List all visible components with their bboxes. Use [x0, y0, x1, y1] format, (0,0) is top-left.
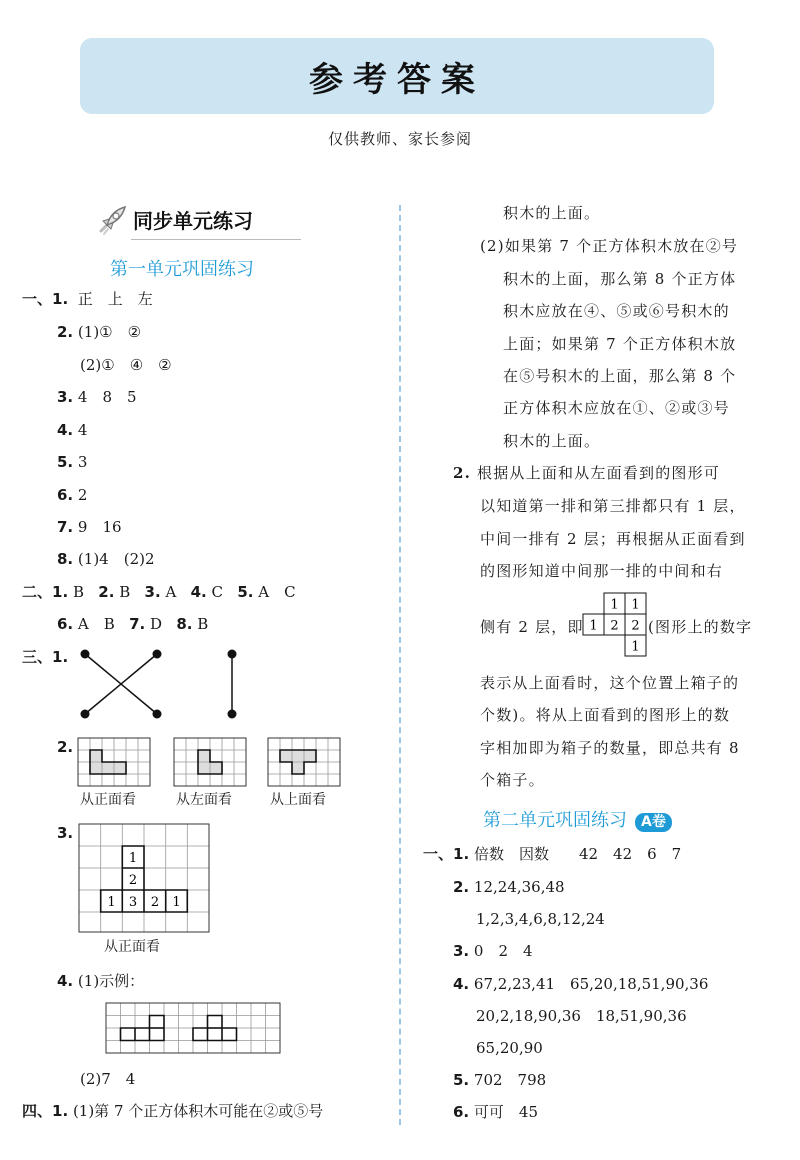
answer-text: 65,20,90 — [476, 1039, 543, 1057]
answer-line — [57, 452, 87, 472]
answer-text: 根据从上面和从左面看到的图形可 — [477, 464, 721, 482]
answer-line — [453, 1070, 546, 1090]
question-number: 3. — [57, 388, 74, 406]
matching-diagram — [78, 648, 248, 720]
question-number: 5. — [453, 1071, 470, 1089]
answer-text: 4 8 5 — [77, 388, 137, 406]
answer-line — [57, 517, 122, 537]
answer-line: (2)如果第 7 个正方体积木放在②号 — [480, 237, 739, 255]
answer-text: 20,2,18,90,36 18,51,90,36 — [476, 1007, 687, 1025]
answer-line — [57, 823, 73, 843]
answer-line — [453, 1102, 538, 1122]
view-caption-top: 从上面看 — [270, 792, 326, 808]
answer-text: (2)7 4 — [80, 1070, 136, 1088]
view-grid-left — [174, 738, 249, 786]
question-number: 5. — [237, 583, 254, 601]
answer-line — [453, 877, 565, 897]
page-subtitle: 仅供教师、家长参阅 — [327, 130, 472, 148]
answer-text: 正 上 左 — [77, 290, 153, 308]
answer-line — [476, 1006, 687, 1026]
view-grid-top — [268, 738, 343, 786]
view-caption-left: 从左面看 — [176, 792, 232, 808]
answer-line: 积木的上面。 — [503, 204, 601, 222]
answer-line — [476, 909, 605, 929]
answer-line — [22, 582, 296, 602]
answer-text: 可可 45 — [473, 1103, 539, 1121]
grid-number: 1 — [631, 597, 640, 613]
question-group-number: 二、 — [22, 583, 53, 601]
unit2-title-text: 第二单元巩固练习 — [483, 810, 627, 831]
answer-text: B — [119, 583, 131, 601]
answer-line — [80, 355, 172, 375]
answer-line: 积木的上面。 — [503, 432, 601, 450]
answer-line — [22, 1101, 323, 1121]
view-grid-front — [78, 738, 153, 786]
answer-line — [57, 485, 87, 505]
page-title: 参考答案 — [309, 59, 485, 100]
answer-text: 67,2,23,41 65,20,18,51,90,36 — [473, 975, 709, 993]
question-group-number: 一、 — [22, 290, 53, 308]
inline-before: 侧有 2 层，即 — [480, 618, 584, 636]
question-number: 2. — [57, 323, 74, 341]
question-number: 5. — [57, 453, 74, 471]
answer-line: 的图形知道中间那一排的中间和右 — [480, 562, 724, 580]
rocket-icon — [95, 203, 129, 237]
question-number: 4. — [453, 975, 470, 993]
question-number: 3. — [144, 583, 161, 601]
question-number: 6. — [57, 615, 74, 633]
answer-text: B — [72, 583, 84, 601]
grid-number: 2 — [150, 895, 160, 910]
grid-number: 1 — [107, 895, 116, 910]
question-number: 1. — [52, 648, 69, 666]
answer-text: 3 — [77, 453, 88, 471]
answer-line: 个数)。将从上面看到的图形上的数 — [480, 706, 731, 724]
answer-text: (1)① ② — [77, 323, 142, 341]
answer-line — [22, 289, 153, 309]
answer-line — [453, 463, 720, 483]
question-number: 4. — [190, 583, 207, 601]
grid-number: 1 — [631, 639, 640, 655]
grid-number: 2 — [610, 618, 619, 634]
answer-line — [57, 614, 208, 634]
inline-after: (图形上的数字 — [648, 618, 753, 636]
question-number: 6. — [57, 486, 74, 504]
question-number: 2. — [453, 878, 470, 896]
answer-line — [453, 974, 708, 994]
unit2-title — [483, 806, 672, 832]
grid-number: 2 — [128, 873, 138, 888]
answer-line — [57, 420, 87, 440]
answer-line — [57, 549, 155, 569]
answer-text: 9 16 — [77, 518, 122, 536]
question-number: 4. — [57, 972, 74, 990]
answer-line: 表示从上面看时，这个位置上箱子的 — [480, 674, 740, 692]
answer-line — [22, 647, 68, 667]
answer-line — [57, 387, 137, 407]
section-heading — [95, 201, 303, 241]
answer-text: (1)第 7 个正方体积木可能在②或⑤号 — [72, 1102, 324, 1120]
answer-text: (1)示例： — [77, 972, 145, 990]
answer-text: 12,24,36,48 — [473, 878, 565, 896]
question-number: 2. — [98, 583, 115, 601]
answer-text: B — [197, 615, 209, 633]
question-number: 1. — [52, 583, 69, 601]
answer-line — [476, 1038, 543, 1058]
answer-text: 0 2 4 — [473, 942, 533, 960]
question-number: 3. — [57, 824, 74, 842]
view-caption-front: 从正面看 — [80, 792, 136, 808]
top-view-grid — [583, 593, 647, 657]
grid-number: 2 — [631, 618, 640, 634]
answer-line — [453, 941, 533, 961]
answer-text: 4 — [77, 421, 88, 439]
question-number: 2. — [453, 464, 472, 482]
answer-line — [423, 844, 681, 864]
answer-line: 以知道第一排和第三排都只有 1 层， — [480, 497, 746, 515]
question-group-number: 四、 — [22, 1102, 53, 1120]
answer-line: 积木应放在④、⑤或⑥号积木的 — [503, 302, 730, 320]
section-title: 同步单元练习 — [133, 209, 253, 233]
title-banner — [80, 38, 714, 114]
stack-grid — [79, 824, 211, 934]
answer-line — [80, 1069, 135, 1089]
version-badge: A卷 — [635, 813, 672, 832]
question-number: 4. — [57, 421, 74, 439]
question-number: 3. — [453, 942, 470, 960]
grid-number: 1 — [172, 895, 181, 910]
column-divider — [399, 205, 401, 1125]
question-number: 6. — [453, 1103, 470, 1121]
question-group-number: 一、 — [423, 845, 454, 863]
answer-line — [57, 322, 141, 342]
answer-line: 个箱子。 — [480, 771, 545, 789]
answer-text: 702 798 — [473, 1071, 547, 1089]
question-number: 2. — [57, 738, 74, 756]
question-group-number: 三、 — [22, 648, 53, 666]
answer-line: 字相加即为箱子的数量，即总共有 8 — [480, 739, 740, 757]
grid-number: 3 — [128, 895, 138, 910]
question-number: 7. — [57, 518, 74, 536]
answer-text: 倍数 因数 42 42 6 7 — [473, 845, 682, 863]
answer-line: 中间一排有 2 层；再根据从正面看到 — [480, 530, 746, 548]
answer-text: D — [150, 615, 163, 633]
answer-text: A B — [77, 615, 115, 633]
answer-text: A C — [258, 583, 296, 601]
answer-text: (2)① ④ ② — [80, 356, 172, 374]
example-grid — [106, 1003, 281, 1055]
grid-number: 1 — [589, 618, 598, 634]
answer-line: 正方体积木应放在①、②或③号 — [503, 399, 730, 417]
question-number: 8. — [57, 550, 74, 568]
answer-line — [57, 971, 144, 991]
grid-number: 1 — [128, 851, 138, 866]
question-number: 1. — [453, 845, 470, 863]
answer-line: 在⑤号积木的上面，那么第 8 个 — [503, 367, 737, 385]
answer-text: 1,2,3,4,6,8,12,24 — [476, 910, 605, 928]
unit1-title: 第一单元巩固练习 — [110, 259, 254, 280]
answer-line: 积木的上面，那么第 8 个正方体 — [503, 270, 737, 288]
section-underline — [131, 239, 301, 240]
answer-text: (1)4 (2)2 — [77, 550, 155, 568]
answer-text: 2 — [77, 486, 88, 504]
answer-line: 上面；如果第 7 个正方体积木放 — [503, 335, 737, 353]
question-number: 8. — [176, 615, 193, 633]
question-number: 1. — [52, 1102, 69, 1120]
grid-number: 1 — [610, 597, 619, 613]
question-number: 1. — [52, 290, 69, 308]
answer-text: A — [165, 583, 177, 601]
answer-text: C — [211, 583, 224, 601]
answer-line — [57, 737, 73, 757]
question-number: 7. — [129, 615, 146, 633]
grid-caption: 从正面看 — [104, 939, 160, 955]
